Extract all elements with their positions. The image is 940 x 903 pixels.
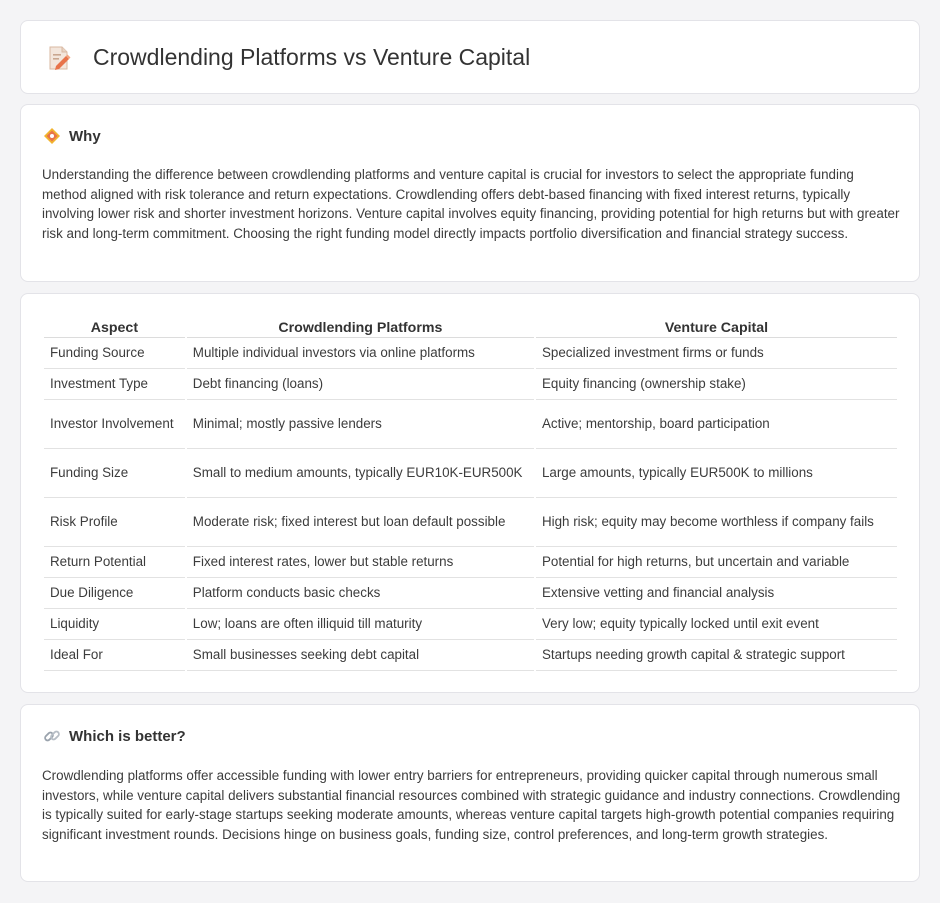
page-title: Crowdlending Platforms vs Venture Capital <box>93 44 531 70</box>
table-row <box>44 640 897 671</box>
crowdlending-cell: Small businesses seeking debt capital <box>187 640 534 671</box>
venture-capital-cell: Extensive vetting and financial analysis <box>536 578 897 609</box>
venture-capital-cell: Equity financing (ownership stake) <box>536 369 897 400</box>
aspect-cell: Investment Type <box>44 369 185 400</box>
header-aspect: Aspect <box>44 316 185 338</box>
comparison-card <box>20 293 920 693</box>
which-is-better-card <box>20 704 920 882</box>
venture-capital-cell: Specialized investment firms or funds <box>536 338 897 369</box>
aspect-cell: Investor Involvement <box>44 400 185 449</box>
title-row <box>47 44 530 71</box>
aspect-cell: Funding Source <box>44 338 185 369</box>
crowdlending-cell: Low; loans are often illiquid till maturity <box>187 609 534 640</box>
crowdlending-cell: Small to medium amounts, typically EUR10K-EUR500K <box>187 449 534 498</box>
better-header <box>43 727 186 745</box>
crowdlending-cell: Debt financing (loans) <box>187 369 534 400</box>
aspect-cell: Liquidity <box>44 609 185 640</box>
header-crowdlending: Crowdlending Platforms <box>187 316 534 338</box>
aspect-cell: Ideal For <box>44 640 185 671</box>
aspect-cell: Risk Profile <box>44 498 185 547</box>
table-row <box>44 609 897 640</box>
venture-capital-cell: Very low; equity typically locked until exit event <box>536 609 897 640</box>
crowdlending-cell: Platform conducts basic checks <box>187 578 534 609</box>
table-row <box>44 547 897 578</box>
aspect-cell: Due Diligence <box>44 578 185 609</box>
header-venture-capital: Venture Capital <box>536 316 897 338</box>
venture-capital-cell: Startups needing growth capital & strategic support <box>536 640 897 671</box>
table-row <box>44 400 897 449</box>
crowdlending-cell: Fixed interest rates, lower but stable returns <box>187 547 534 578</box>
table-row <box>44 578 897 609</box>
comparison-table <box>42 316 899 671</box>
venture-capital-cell: Potential for high returns, but uncertain and variable <box>536 547 897 578</box>
table-row <box>44 369 897 400</box>
aspect-cell: Funding Size <box>44 449 185 498</box>
venture-capital-cell: High risk; equity may become worthless if company fails <box>536 498 897 547</box>
diamond-sign-icon <box>43 127 61 145</box>
why-text: Understanding the difference between crowdlending platforms and venture capital is crucial for investors to select the appropriate funding method aligned with risk tolerance and return expectations. Crowdlending offers debt-based financing with fixed interest returns, typically involving lower risk and shorter investment horizons. Venture capital involves equity financing, providing potential for high returns but with greater risk and long-term commitment. Choosing the right funding model directly impacts portfolio diversification and financial strategy success. <box>42 167 900 241</box>
crowdlending-cell: Moderate risk; fixed interest but loan default possible <box>187 498 534 547</box>
table-row <box>44 498 897 547</box>
document-pencil-icon <box>47 45 71 71</box>
aspect-cell: Return Potential <box>44 547 185 578</box>
crowdlending-cell: Multiple individual investors via online platforms <box>187 338 534 369</box>
crowdlending-cell: Minimal; mostly passive lenders <box>187 400 534 449</box>
venture-capital-cell: Large amounts, typically EUR500K to millions <box>536 449 897 498</box>
table-header-row <box>44 316 897 338</box>
why-header <box>43 127 101 145</box>
chain-link-icon <box>43 727 61 745</box>
title-card <box>20 20 920 94</box>
why-card <box>20 104 920 282</box>
better-heading: Which is better? <box>69 727 186 745</box>
better-text: Crowdlending platforms offer accessible funding with lower entry barriers for entrepreneurs, providing quicker capital through numerous small investors, while venture capital delivers substantial financial resources combined with strategic guidance and industry connections. Crowdlending is typically suited for early-stage startups seeking moderate amounts, whereas venture capital targets high-growth potential companies requiring significant investment rounds. Decisions hinge on business goals, funding size, control preferences, and long-term growth strategies. <box>42 768 901 842</box>
table-row <box>44 338 897 369</box>
why-heading: Why <box>69 127 101 145</box>
venture-capital-cell: Active; mentorship, board participation <box>536 400 897 449</box>
table-row <box>44 449 897 498</box>
